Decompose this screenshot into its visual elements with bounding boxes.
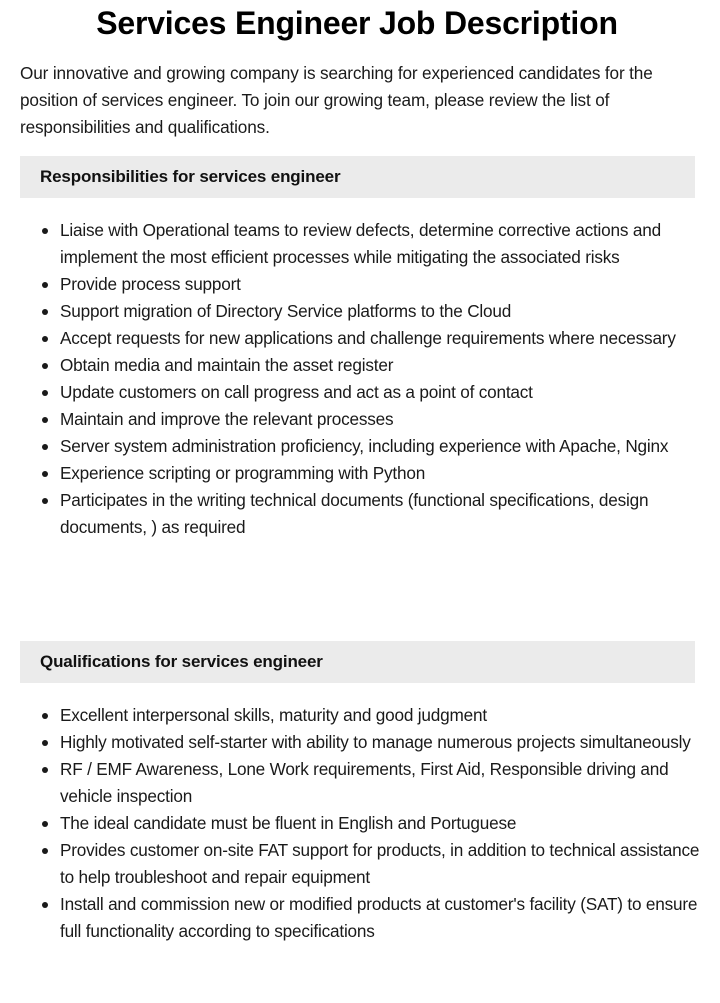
list-item: Install and commission new or modified products at customer's facility (SAT) to ensure full functionality according to specifications [0, 891, 715, 945]
responsibilities-heading: Responsibilities for services engineer [20, 156, 695, 198]
list-item: RF / EMF Awareness, Lone Work requirements, First Aid, Responsible driving and vehicle inspection [0, 756, 715, 810]
qualifications-heading: Qualifications for services engineer [20, 641, 695, 683]
bullet-icon [42, 363, 48, 369]
bullet-icon [42, 713, 48, 719]
bullet-icon [42, 390, 48, 396]
bullet-icon [42, 848, 48, 854]
list-item: Provides customer on-site FAT support for products, in addition to technical assistance to help troubleshoot and repair equipment [0, 837, 715, 891]
bullet-icon [42, 740, 48, 746]
list-item: Server system administration proficiency, including experience with Apache, Nginx [0, 433, 715, 460]
bullet-icon [42, 336, 48, 342]
list-item: Accept requests for new applications and challenge requirements where necessary [0, 325, 715, 352]
list-item: Experience scripting or programming with Python [0, 460, 715, 487]
bullet-icon [42, 417, 48, 423]
page-title: Services Engineer Job Description [96, 5, 618, 41]
list-item: Obtain media and maintain the asset register [0, 352, 715, 379]
bullet-icon [42, 444, 48, 450]
list-item: Provide process support [0, 271, 715, 298]
list-item: The ideal candidate must be fluent in English and Portuguese [0, 810, 715, 837]
bullet-icon [42, 498, 48, 504]
list-item: Support migration of Directory Service platforms to the Cloud [0, 298, 715, 325]
bullet-icon [42, 471, 48, 477]
bullet-icon [42, 902, 48, 908]
list-item: Liaise with Operational teams to review defects, determine corrective actions and implement the most efficient processes while mitigating the associated risks [0, 217, 715, 271]
bullet-icon [42, 282, 48, 288]
qualifications-list [0, 702, 715, 945]
responsibilities-list [0, 217, 715, 541]
list-item: Participates in the writing technical documents (functional specifications, design documents, ) as required [0, 487, 715, 541]
list-item: Highly motivated self-starter with ability to manage numerous projects simultaneously [0, 729, 715, 756]
bullet-icon [42, 309, 48, 315]
bullet-icon [42, 767, 48, 773]
list-item: Excellent interpersonal skills, maturity and good judgment [0, 702, 715, 729]
bullet-icon [42, 228, 48, 234]
list-item: Maintain and improve the relevant processes [0, 406, 715, 433]
list-item: Update customers on call progress and act as a point of contact [0, 379, 715, 406]
bullet-icon [42, 821, 48, 827]
intro-paragraph: Our innovative and growing company is searching for experienced candidates for the position of services engineer. To join our growing team, please review the list of responsibilities and qualifications. [20, 63, 653, 137]
